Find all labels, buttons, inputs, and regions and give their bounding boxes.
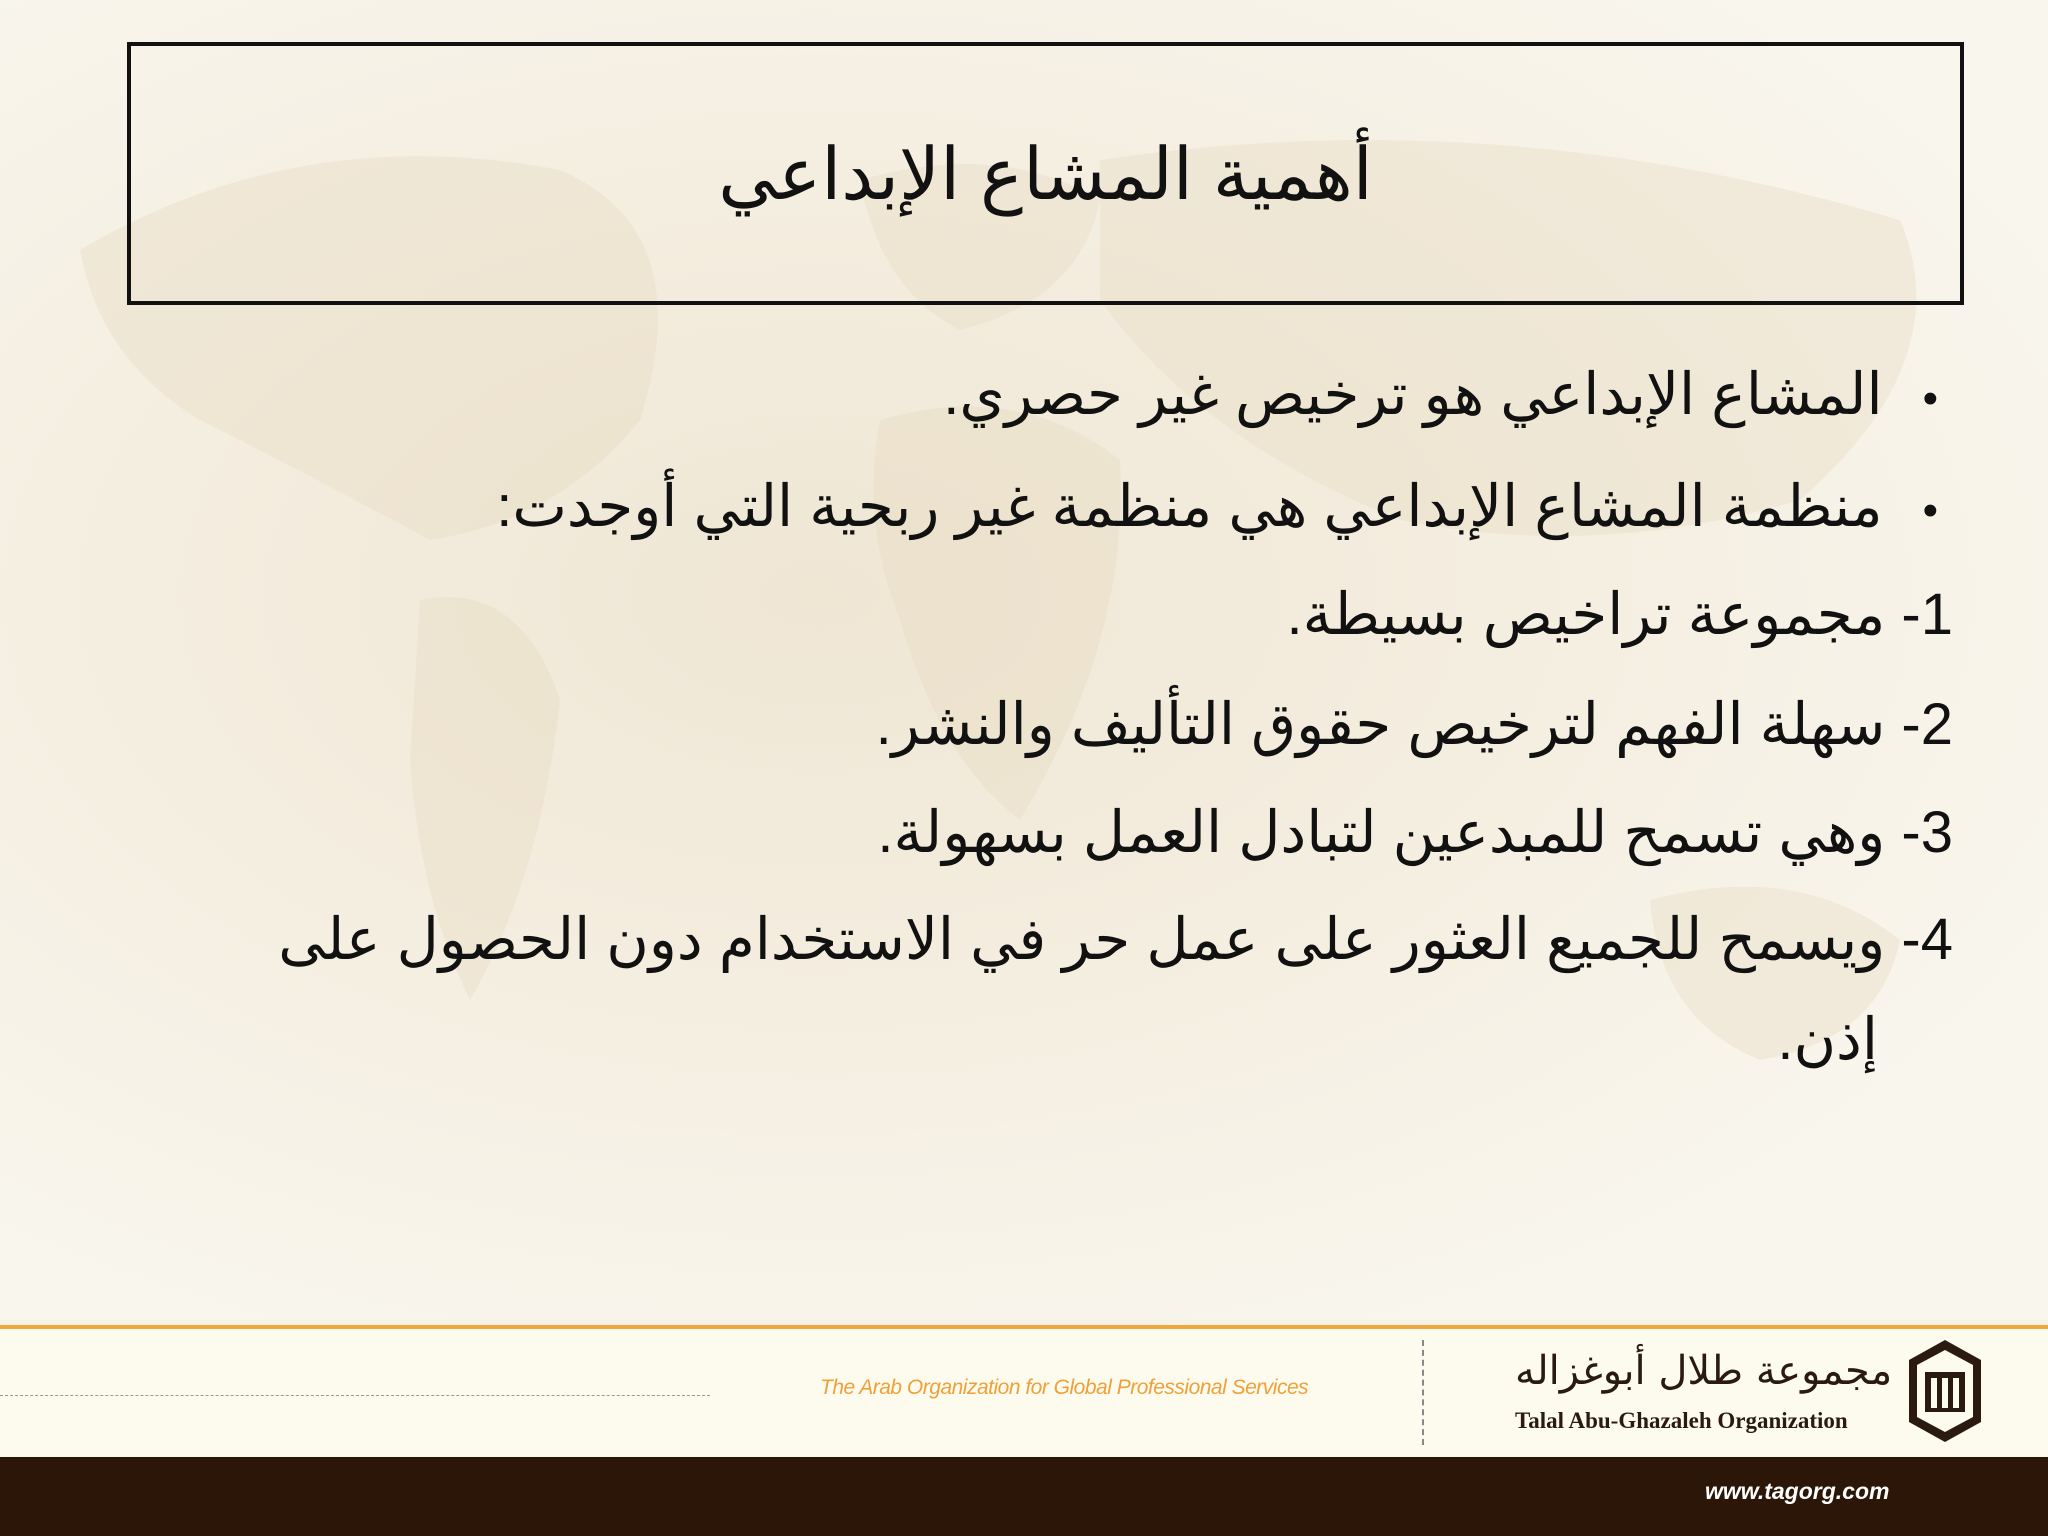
footer-separator bbox=[1422, 1340, 1424, 1445]
tag-logo-icon bbox=[1905, 1338, 1985, 1444]
bullet-item: • المشاع الإبداعي هو ترخيص غير حصري. bbox=[943, 360, 1938, 428]
bullet-item: • منظمة المشاع الإبداعي هي منظمة غير ربحية التي أوجدت: bbox=[496, 472, 1938, 540]
title-box bbox=[127, 42, 1964, 305]
footer-dashed-line bbox=[0, 1395, 710, 1396]
footer-tagline: The Arab Organization for Global Professional Services bbox=[820, 1376, 1309, 1399]
numbered-item: 2- سهلة الفهم لترخيص حقوق التأليف والنشر. bbox=[875, 692, 1953, 757]
numbered-item-continuation: إذن. bbox=[1777, 1007, 1878, 1072]
logo-english-text: Talal Abu-Ghazaleh Organization bbox=[1515, 1408, 1848, 1433]
numbered-item: 4- ويسمح للجميع العثور على عمل حر في الاستخدام دون الحصول على bbox=[278, 907, 1953, 972]
logo-arabic-text: مجموعة طلال أبوغزاله bbox=[1515, 1348, 1893, 1394]
numbered-item: 3- وهي تسمح للمبدعين لتبادل العمل بسهولة. bbox=[877, 800, 1953, 865]
slide-title: أهمية المشاع الإبداعي bbox=[718, 134, 1373, 215]
website-link[interactable]: www.tagorg.com bbox=[1705, 1478, 1890, 1504]
numbered-item: 1- مجموعة تراخيص بسيطة. bbox=[1286, 582, 1953, 647]
